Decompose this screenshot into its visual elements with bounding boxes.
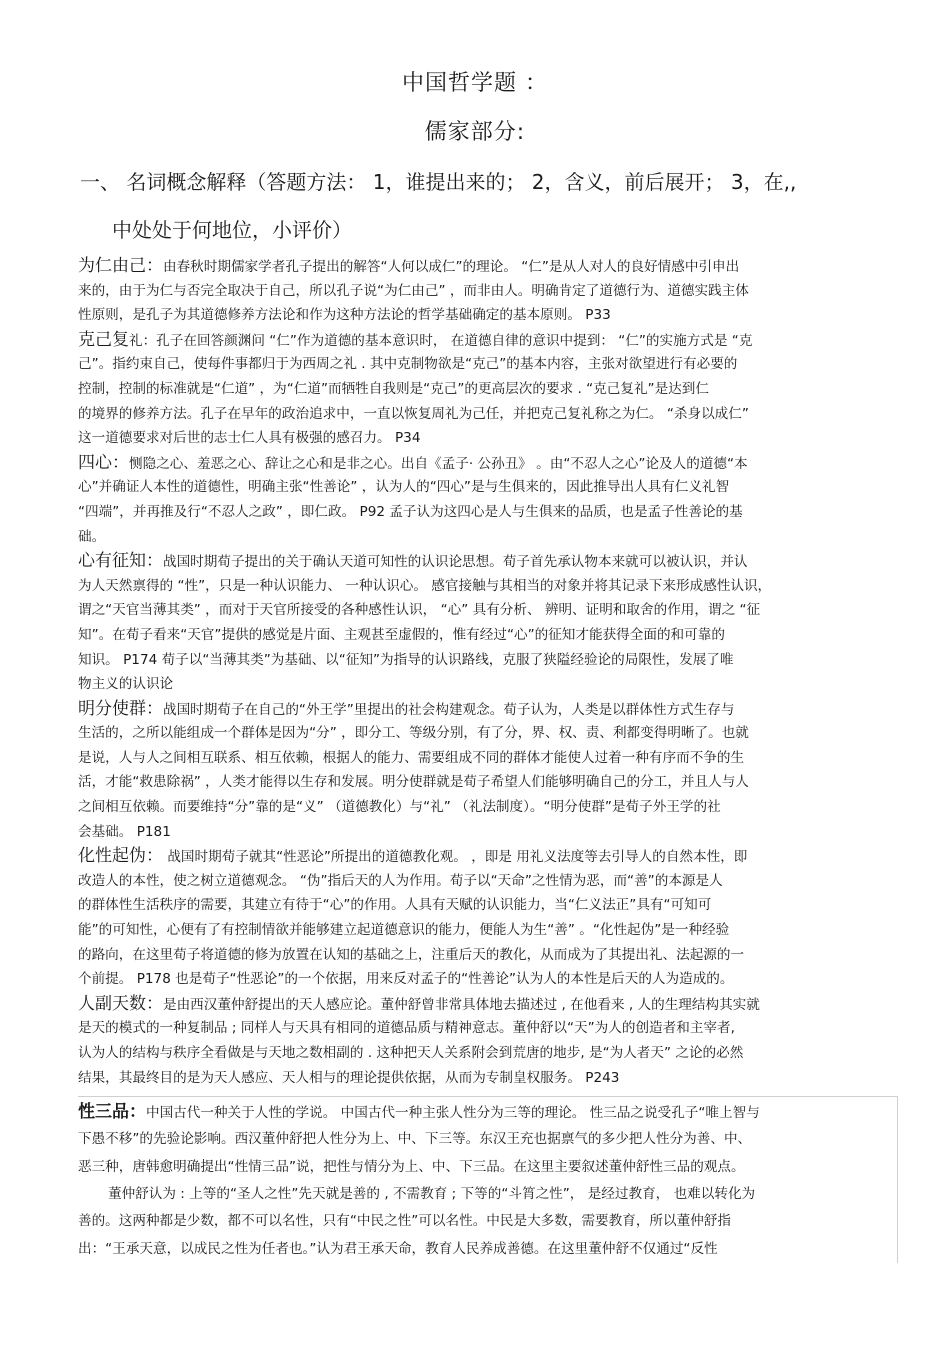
entry-line bbox=[78, 279, 898, 304]
entry-text: 谓之“天官当薄其类” ，而对于天官所接受的各种感性认识， “心” 具有分析、 辨明、证明和取舍的作用，谓之 “征 bbox=[78, 602, 761, 619]
entry-line bbox=[78, 623, 898, 648]
entry-line bbox=[78, 1041, 898, 1066]
entry-line bbox=[78, 1126, 897, 1153]
entry-text: 己”。指约束自己，使每件事都归于为西周之礼 . 其中克制物欲是“克己”的基本内容，主张对欲望进行有必要的 bbox=[78, 356, 738, 373]
entry-text: 能”的可知性，心便有了有控制情欲并能够建立起道德意识的能力，便能人为生“善” 。“化性起伪”是一种经验 bbox=[78, 922, 730, 939]
entry-text: 是天的模式的一种复制品 ; 同样人与天具有相同的道德品质与精神意志。董仲舒以“天”为人的创造者和主宰者, bbox=[78, 1020, 735, 1037]
entry-line bbox=[78, 1016, 898, 1041]
entry-line bbox=[78, 869, 898, 894]
entry-line bbox=[78, 525, 898, 550]
entry-text: “四端”，并再推及行“不忍人之政” ，即仁政。 P92 孟子认为这四心是人与生俱来的品质，也是孟子性善论的基 bbox=[78, 503, 743, 520]
entry-line bbox=[78, 844, 898, 869]
entry-text: 的境界的修养方法。孔子在早年的政治追求中，一直以恢复周礼为己任，并把克己复礼称之为仁。 “杀身以成仁” bbox=[78, 405, 749, 422]
entry-line bbox=[78, 648, 898, 673]
entry-text: 会基础。 P181 bbox=[78, 823, 171, 840]
entry-line bbox=[78, 377, 898, 402]
entry-line bbox=[78, 770, 898, 795]
entry-text: 恶三种，唐韩愈明确提出“性情三品”说，把性与情分为上、中、下三品。在这里主要叙述董仲舒性三品的观点。 bbox=[78, 1158, 745, 1175]
entry-text: 础。 bbox=[78, 528, 106, 545]
glossary-entry bbox=[78, 844, 898, 992]
entry-text: 活，才能“救患除祸” ，人类才能得以生存和发展。明分使群就是荀子希望人们能够明确自己的分工，并且人与人 bbox=[78, 774, 749, 791]
glossary-entry bbox=[78, 992, 898, 1090]
entry-line bbox=[78, 893, 898, 918]
entry-text: 个前提。 P178 也是荀子“性恶论”的一个依据，用来反对孟子的“性善论”认为人的本性是后天的人为造成的。 bbox=[78, 971, 734, 988]
entry-term: 克己复 bbox=[78, 329, 129, 350]
entry-line bbox=[78, 943, 898, 968]
document-subtitle: 儒家部分: bbox=[424, 120, 526, 145]
entry-text: 物主义的认识论 bbox=[78, 676, 174, 693]
entry-term: 四心： bbox=[78, 452, 129, 473]
entry-line bbox=[78, 303, 898, 328]
entry-line bbox=[78, 992, 898, 1017]
entry-term: 人副天数： bbox=[78, 993, 163, 1014]
entry-text: 结果，其最终目的是为天人感应、天人相与的理论提供依据，从而为专制皇权服务。 P243 bbox=[78, 1069, 620, 1086]
entry-text: 中国古代一种关于人性的学说。 中国古代一种主张人性分为三等的理论。 性三品之说受孔子“唯上智与 bbox=[146, 1105, 760, 1122]
glossary-entry bbox=[78, 328, 898, 451]
entry-line bbox=[78, 1066, 898, 1091]
entry-text: 恻隐之心、羞恶之心、辞让之心和是非之心。出自《孟子· 公孙丑》 。由“不忍人之心”论及人的道德“本 bbox=[129, 455, 748, 472]
entry-text: 战国时期荀子就其“性恶论”所提出的道德教化观。 ，即是 用礼义法度等去引导人的自然本性，即 bbox=[163, 849, 748, 866]
entry-term: 性三品： bbox=[78, 1102, 146, 1123]
entry-line bbox=[78, 352, 898, 377]
entry-text: 是由西汉董仲舒提出的天人感应论。董仲舒曾非常具体地去描述过 , 在他看来 , 人的生理结构其实就 bbox=[163, 996, 760, 1013]
entry-line bbox=[78, 574, 898, 599]
entry-line: 出：“王承天意，以成民之性为任者也。”认为君王承天命，教育人民养成善德。在这里董仲舒不仅通过“反性 bbox=[78, 1240, 718, 1257]
entry-line bbox=[78, 328, 898, 353]
entry-line bbox=[78, 721, 898, 746]
entry-line bbox=[78, 598, 898, 623]
entry-line bbox=[78, 426, 898, 451]
entry-text: 来的，由于为仁与否完全取决于自己，所以孔子说“为仁由己” ，而非由人。明确肯定了道德行为、道德实践主体 bbox=[78, 282, 749, 299]
entry-text: 下愚不移”的先验论影响。西汉董仲舒把人性分为上、中、下三等。东汉王充也据禀气的多少把人性分为善、中、 bbox=[78, 1131, 752, 1148]
entry-text: 知识。 P174 荀子以“当薄其类”为基础、以“征知”为指导的认识路线，克服了狭隘经验论的局限性，发展了唯 bbox=[78, 651, 734, 668]
entry-text: 生活的，之所以能组成一个群体是因为“分” ，即分工、等级分别，有了分，界、权、责、利都变得明晰了。也就 bbox=[78, 725, 749, 742]
entry-line bbox=[78, 500, 898, 525]
section-heading-line-2: 中处处于何地位，小评价） bbox=[112, 218, 352, 242]
entry-text: 为人天然禀得的 “性”，只是一种认识能力、 一种认识心。 感官接触与其相当的对象并将其记录下来形成感性认识， bbox=[78, 577, 772, 594]
entry-term: 为仁由己： bbox=[78, 256, 163, 276]
entry-line bbox=[78, 254, 898, 279]
glossary-entry bbox=[78, 254, 898, 328]
entry-term: 明分使群： bbox=[78, 698, 163, 719]
entry-text: 控制，控制的标准就是“仁道” ，为“仁道”而牺牲自我则是“克己”的更高层次的要求 . “克己复礼”是达到仁 bbox=[78, 380, 709, 397]
glossary-entry bbox=[78, 549, 898, 697]
entry-line bbox=[78, 672, 898, 697]
entry-text: 的群体性生活秩序的需要，其建立有待于“心”的作用。人具有天赋的认识能力，当“仁义法正”具有“可知可 bbox=[78, 897, 712, 914]
entry-text: 之间相互依赖。而要维持“分”靠的是“义” （道德教化）与“礼” （礼法制度）。“明分使群”是荀子外王学的社 bbox=[78, 799, 721, 816]
entry-line: 善的。这两种都是少数，都不可以名性，只有“中民之性”可以名性。中民是大多数，需要教育，所以董仲舒指 bbox=[78, 1213, 731, 1230]
entry-line bbox=[78, 795, 898, 820]
entry-text: 礼：孔子在回答颜渊问 “仁”作为道德的基本意识时， 在道德自律的意识中提到： “仁”的实施方式是 “克 bbox=[129, 332, 753, 349]
entry-line bbox=[78, 402, 898, 427]
entry-text: 改造人的本性，使之树立道德观念。 “伪”指后天的人为作用。荀子以“天命”之性情为恶，而“善”的本源是人 bbox=[78, 872, 723, 889]
glossary-entry-boxed bbox=[78, 1096, 898, 1263]
entry-line: 董仲舒认为 : 上等的“圣人之性”先天就是善的 , 不需教育 ; 下等的“斗筲之性”， 是经过教育， 也难以转化为 bbox=[108, 1186, 756, 1203]
entry-line bbox=[78, 1154, 897, 1181]
entry-text: 心”并确证人本性的道德性，明确主张“性善论” ，认为人的“四心”是与生俱来的，因此推导出人具有仁义礼智 bbox=[78, 479, 730, 496]
entry-text: 这一道德要求对后世的志士仁人具有极强的感召力。 P34 bbox=[78, 430, 421, 447]
entry-text: 性原则，是孔子为其道德修养方法论和作为这种方法论的哲学基础确定的基本原则。 P33 bbox=[78, 307, 611, 324]
entry-text: 知”。在荀子看来“天官”提供的感觉是片面、主观甚至虚假的，惟有经过“心”的征知才能获得全面的和可靠的 bbox=[78, 626, 725, 643]
entry-line bbox=[78, 918, 898, 943]
entry-line bbox=[78, 549, 898, 574]
entry-text: 由春秋时期儒家学者孔子提出的解答“人何以成仁”的理论。 “仁”是从人对人的良好情感中引申出 bbox=[163, 259, 740, 275]
entry-text: 的路向，在这里荀子将道德的修为放置在认知的基础之上，注重后天的教化，从而成为了其提出礼、法起源的一 bbox=[78, 946, 745, 963]
entry-text: 战国时期荀子在自己的“外王学”里提出的社会构建观念。荀子认为，人类是以群体性方式生存与 bbox=[163, 701, 735, 718]
entry-text: 是说，人与人之间相互联系、相互依赖，根据人的能力、需要组成不同的群体才能使人过着一种有序而不争的生 bbox=[78, 749, 745, 766]
entry-term: 心有征知： bbox=[78, 551, 163, 572]
content-body bbox=[78, 254, 898, 1263]
document-title: 中国哲学题 ： bbox=[402, 71, 548, 96]
entry-term: 化性起伪： bbox=[78, 846, 163, 867]
entry-line bbox=[78, 1099, 897, 1126]
entry-line bbox=[78, 967, 898, 992]
entry-text: 战国时期荀子提出的关于确认天道可知性的认识论思想。荀子首先承认物本来就可以被认识，并认 bbox=[163, 554, 748, 571]
entry-line bbox=[78, 820, 898, 845]
entry-text: 认为人的结构与秩序全看做是与天地之数相副的 . 这种把天人关系附会到荒唐的地步, 是“为人者天” 之论的必然 bbox=[78, 1045, 744, 1061]
entry-line bbox=[78, 451, 898, 476]
glossary-entry bbox=[78, 697, 898, 845]
entry-line bbox=[78, 746, 898, 771]
entry-line bbox=[78, 697, 898, 722]
section-heading-line-1: 一、 名词概念解释（答题方法： 1，谁提出来的； 2，含义，前后展开； 3，在,, bbox=[80, 170, 797, 194]
glossary-entry bbox=[78, 451, 898, 549]
entry-line bbox=[78, 475, 898, 500]
